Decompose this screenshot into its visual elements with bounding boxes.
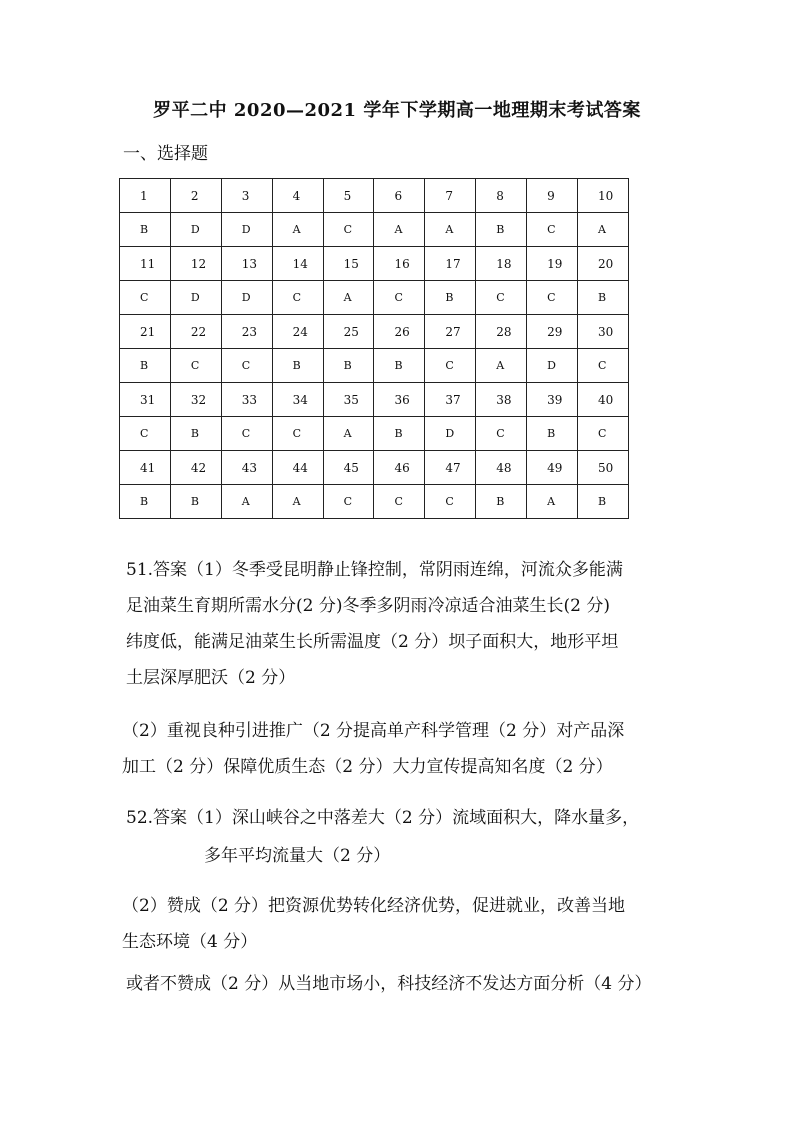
answer-letter-cell: B [578, 281, 629, 315]
answer-table-body [120, 179, 629, 519]
answer-letter-cell: D [221, 281, 272, 315]
question-number-cell: 23 [221, 315, 272, 349]
q52-alternative: 或者不赞成（2 分）从当地市场小，科技经济不发达方面分析（4 分） [126, 974, 652, 994]
answer-letter-cell: A [272, 213, 323, 247]
answer-letter-cell: D [221, 213, 272, 247]
q52-part1-line-1: 52.答案（1）深山峡谷之中落差大（2 分）流域面积大，降水量多， [126, 808, 640, 828]
question-number-cell: 24 [272, 315, 323, 349]
question-number-cell: 40 [578, 383, 629, 417]
question-number-row [120, 451, 629, 485]
question-number-cell: 30 [578, 315, 629, 349]
question-number-cell: 38 [476, 383, 527, 417]
question-number-cell: 12 [170, 247, 221, 281]
question-number-cell: 10 [578, 179, 629, 213]
question-number-cell: 41 [120, 451, 171, 485]
question-number-cell: 17 [425, 247, 476, 281]
answer-table [119, 178, 629, 519]
q51-part2 [122, 713, 624, 785]
answer-letter-cell: A [476, 349, 527, 383]
question-number-row [120, 247, 629, 281]
question-number-cell: 13 [221, 247, 272, 281]
question-number-cell: 27 [425, 315, 476, 349]
question-number-cell: 36 [374, 383, 425, 417]
question-number-cell: 16 [374, 247, 425, 281]
q51-part1 [126, 552, 623, 696]
question-number-cell: 6 [374, 179, 425, 213]
answer-letter-cell: C [374, 281, 425, 315]
question-number-cell: 5 [323, 179, 374, 213]
answer-letter-cell: C [374, 485, 425, 519]
question-number-cell: 3 [221, 179, 272, 213]
q52-part2-line-1: （2）赞成（2 分）把资源优势转化经济优势，促进就业，改善当地 [122, 896, 626, 916]
question-number-cell: 46 [374, 451, 425, 485]
question-number-cell: 34 [272, 383, 323, 417]
question-number-cell: 4 [272, 179, 323, 213]
q51-line-1: 51.答案（1）冬季受昆明静止锋控制，常阴雨连绵，河流众多能满 [126, 560, 623, 580]
answer-letter-cell: C [221, 417, 272, 451]
answer-letter-cell: A [425, 213, 476, 247]
answer-letter-cell: C [272, 281, 323, 315]
section-heading-multiple-choice: 一、选择题 [123, 144, 208, 164]
q52-part2-line-2: 生态环境（4 分） [122, 932, 258, 952]
answer-letter-row [120, 349, 629, 383]
answer-letter-cell: C [323, 485, 374, 519]
question-number-cell: 50 [578, 451, 629, 485]
question-number-cell: 43 [221, 451, 272, 485]
answer-letter-row [120, 213, 629, 247]
q51-line-3: 纬度低，能满足油菜生长所需温度（2 分）坝子面积大，地形平坦 [126, 632, 619, 652]
question-number-cell: 47 [425, 451, 476, 485]
question-number-cell: 18 [476, 247, 527, 281]
question-number-cell: 39 [527, 383, 578, 417]
question-number-cell: 19 [527, 247, 578, 281]
answer-letter-cell: C [272, 417, 323, 451]
question-number-cell: 29 [527, 315, 578, 349]
question-number-cell: 15 [323, 247, 374, 281]
answer-letter-cell: D [170, 213, 221, 247]
q52-part2 [122, 888, 625, 960]
question-number-cell: 26 [374, 315, 425, 349]
question-number-cell: 8 [476, 179, 527, 213]
q51-part2-line-2: 加工（2 分）保障优质生态（2 分）大力宣传提高知名度（2 分） [122, 757, 613, 777]
answer-letter-cell: D [170, 281, 221, 315]
q51-line-2: 足油菜生育期所需水分(2 分)冬季多阴雨冷凉适合油菜生长(2 分) [126, 596, 610, 616]
question-number-cell: 9 [527, 179, 578, 213]
answer-letter-cell: B [170, 417, 221, 451]
question-number-cell: 11 [120, 247, 171, 281]
question-number-cell: 35 [323, 383, 374, 417]
question-number-cell: 48 [476, 451, 527, 485]
question-number-cell: 2 [170, 179, 221, 213]
answer-letter-cell: B [527, 417, 578, 451]
question-number-cell: 49 [527, 451, 578, 485]
answer-letter-cell: B [120, 349, 171, 383]
question-number-row [120, 179, 629, 213]
answer-letter-cell: C [476, 281, 527, 315]
answer-letter-cell: A [527, 485, 578, 519]
answer-letter-row [120, 485, 629, 519]
answer-letter-cell: C [476, 417, 527, 451]
answer-letter-cell: A [221, 485, 272, 519]
answer-letter-cell: B [170, 485, 221, 519]
answer-letter-cell: B [374, 349, 425, 383]
question-number-row [120, 315, 629, 349]
question-number-cell: 28 [476, 315, 527, 349]
question-number-cell: 22 [170, 315, 221, 349]
question-number-cell: 31 [120, 383, 171, 417]
q51-part2-line-1: （2）重视良种引进推广（2 分提高单产科学管理（2 分）对产品深 [122, 721, 625, 741]
answer-letter-cell: B [272, 349, 323, 383]
answer-letter-cell: B [476, 485, 527, 519]
question-number-cell: 45 [323, 451, 374, 485]
q51-line-4: 土层深厚肥沃（2 分） [126, 668, 296, 688]
answer-letter-cell: B [425, 281, 476, 315]
answer-letter-cell: A [578, 213, 629, 247]
answer-letter-cell: C [120, 281, 171, 315]
answer-letter-cell: C [120, 417, 171, 451]
question-number-cell: 21 [120, 315, 171, 349]
answer-letter-cell: C [527, 213, 578, 247]
question-number-cell: 42 [170, 451, 221, 485]
answer-letter-cell: A [272, 485, 323, 519]
answer-letter-cell: A [323, 281, 374, 315]
question-number-cell: 33 [221, 383, 272, 417]
answer-letter-cell: C [425, 349, 476, 383]
answer-letter-cell: C [578, 349, 629, 383]
answer-letter-cell: B [120, 485, 171, 519]
question-number-cell: 25 [323, 315, 374, 349]
answer-letter-cell: B [323, 349, 374, 383]
question-number-cell: 44 [272, 451, 323, 485]
answer-letter-cell: B [476, 213, 527, 247]
answer-letter-cell: C [170, 349, 221, 383]
answer-letter-cell: A [374, 213, 425, 247]
answer-letter-cell: B [578, 485, 629, 519]
answer-letter-row [120, 281, 629, 315]
document-title: 罗平二中 2020—2021 学年下学期高一地理期末考试答案 [153, 100, 641, 121]
answer-letter-cell: B [120, 213, 171, 247]
q52-part1-line-2: 多年平均流量大（2 分） [204, 846, 391, 866]
question-number-cell: 37 [425, 383, 476, 417]
question-number-cell: 1 [120, 179, 171, 213]
answer-letter-cell: A [323, 417, 374, 451]
question-number-cell: 7 [425, 179, 476, 213]
answer-letter-cell: C [323, 213, 374, 247]
answer-letter-cell: C [425, 485, 476, 519]
answer-letter-cell: B [374, 417, 425, 451]
answer-letter-cell: C [527, 281, 578, 315]
answer-letter-cell: C [578, 417, 629, 451]
question-number-row [120, 383, 629, 417]
question-number-cell: 20 [578, 247, 629, 281]
answer-letter-row [120, 417, 629, 451]
question-number-cell: 32 [170, 383, 221, 417]
answer-letter-cell: C [221, 349, 272, 383]
answer-letter-cell: D [527, 349, 578, 383]
question-number-cell: 14 [272, 247, 323, 281]
answer-letter-cell: D [425, 417, 476, 451]
